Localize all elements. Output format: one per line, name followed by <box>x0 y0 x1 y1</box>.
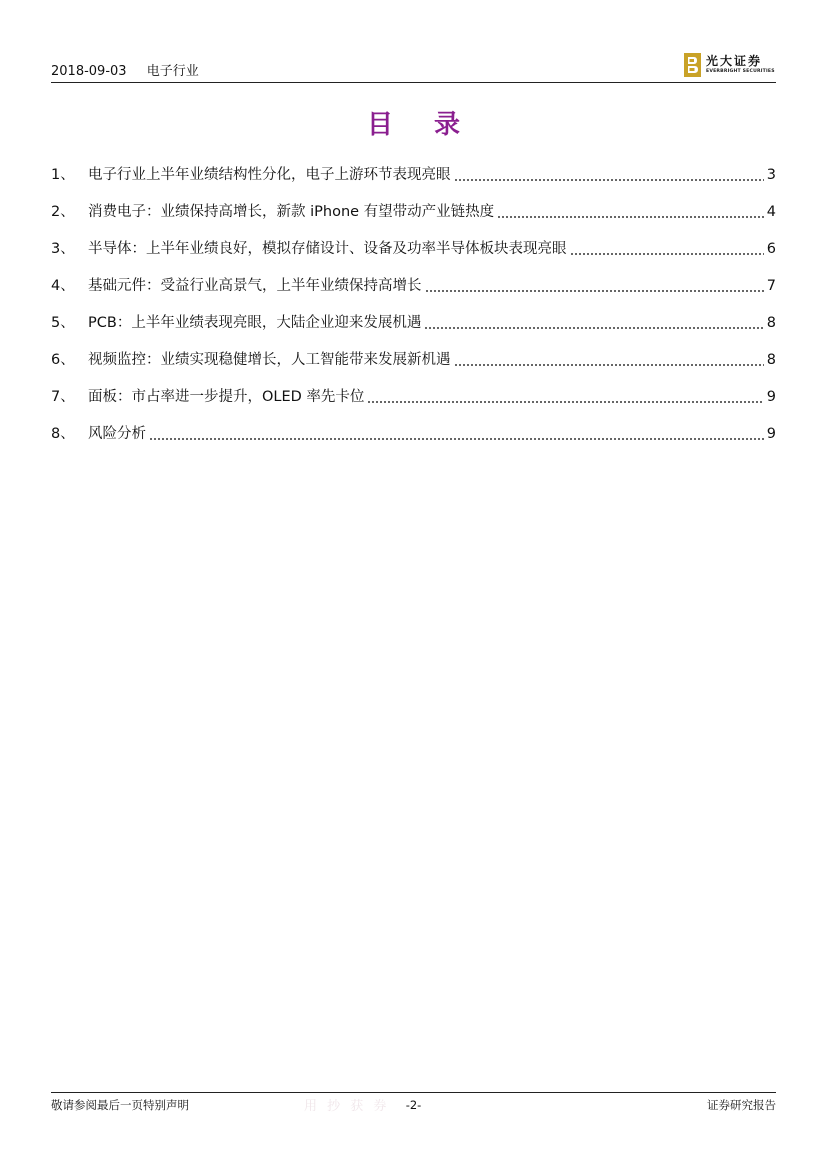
toc-entry-page[interactable]: 9 <box>766 425 776 442</box>
toc-entry-number: 8、 <box>51 425 75 442</box>
toc-dot-leader <box>497 215 764 219</box>
footer-divider <box>51 1092 776 1093</box>
toc-entry-page[interactable]: 6 <box>766 240 776 257</box>
toc-entry-number: 4、 <box>51 277 75 294</box>
logo-mark-icon <box>684 53 701 77</box>
toc-entry-title[interactable]: 风险分析 <box>88 425 146 442</box>
logo-text-cn: 光大证券 <box>706 54 763 68</box>
logo-text-en: EVERBRIGHT SECURITIES <box>706 69 775 74</box>
toc-entry[interactable] <box>51 415 776 452</box>
toc-entry-page[interactable]: 8 <box>766 351 776 368</box>
page-number: -2- <box>405 1098 422 1112</box>
disclaimer-note: 敬请参阅最后一页特别声明 <box>51 1098 189 1112</box>
toc-entry-page[interactable]: 8 <box>766 314 776 331</box>
toc-entry[interactable] <box>51 378 776 415</box>
toc-entry[interactable] <box>51 156 776 193</box>
report-section: 电子行业 <box>146 64 199 79</box>
toc-entry-page[interactable]: 9 <box>766 388 776 405</box>
toc-entry-page[interactable]: 7 <box>766 277 776 294</box>
toc-entry-page[interactable]: 3 <box>766 166 776 183</box>
toc-entry-number: 6、 <box>51 351 75 368</box>
toc-dot-leader <box>149 437 764 441</box>
toc-dot-leader <box>367 400 763 404</box>
toc-entry-number: 3、 <box>51 240 75 257</box>
toc-heading: 目 录 <box>366 110 477 140</box>
table-of-contents <box>51 156 776 452</box>
toc-entry-number: 2、 <box>51 203 75 220</box>
toc-entry-title[interactable]: 视频监控：业绩实现稳健增长，人工智能带来发展新机遇 <box>88 351 451 368</box>
company-logo <box>684 51 776 79</box>
toc-dot-leader <box>424 326 763 330</box>
header-info <box>51 64 199 80</box>
toc-entry-title[interactable]: 面板：市占率进一步提升，OLED 率先卡位 <box>88 388 365 405</box>
toc-entry-title[interactable]: PCB：上半年业绩表现亮眼，大陆企业迎来发展机遇 <box>88 314 422 331</box>
report-date: 2018-09-03 <box>51 64 127 79</box>
toc-entry-number: 7、 <box>51 388 75 405</box>
toc-entry-page[interactable]: 4 <box>766 203 776 220</box>
toc-entry[interactable] <box>51 341 776 378</box>
header-divider <box>51 82 776 83</box>
toc-entry[interactable] <box>51 267 776 304</box>
toc-dot-leader <box>454 178 764 182</box>
toc-dot-leader <box>454 363 764 367</box>
toc-entry[interactable] <box>51 304 776 341</box>
toc-entry-number: 5、 <box>51 314 75 331</box>
toc-entry[interactable] <box>51 230 776 267</box>
report-type: 证券研究报告 <box>707 1098 776 1112</box>
toc-dot-leader <box>570 252 764 256</box>
toc-dot-leader <box>425 289 764 293</box>
toc-entry-title[interactable]: 电子行业上半年业绩结构性分化，电子上游环节表现亮眼 <box>88 166 451 183</box>
watermark: 用 抄 获 券 <box>304 1099 390 1114</box>
toc-entry-title[interactable]: 消费电子：业绩保持高增长，新款 iPhone 有望带动产业链热度 <box>88 203 495 220</box>
toc-entry-title[interactable]: 半导体：上半年业绩良好，模拟存储设计、设备及功率半导体板块表现亮眼 <box>88 240 567 257</box>
page-header <box>51 50 776 82</box>
page-footer <box>51 1092 776 1122</box>
toc-entry-number: 1、 <box>51 166 75 183</box>
toc-entry-title[interactable]: 基础元件：受益行业高景气，上半年业绩保持高增长 <box>88 277 422 294</box>
toc-entry[interactable] <box>51 193 776 230</box>
